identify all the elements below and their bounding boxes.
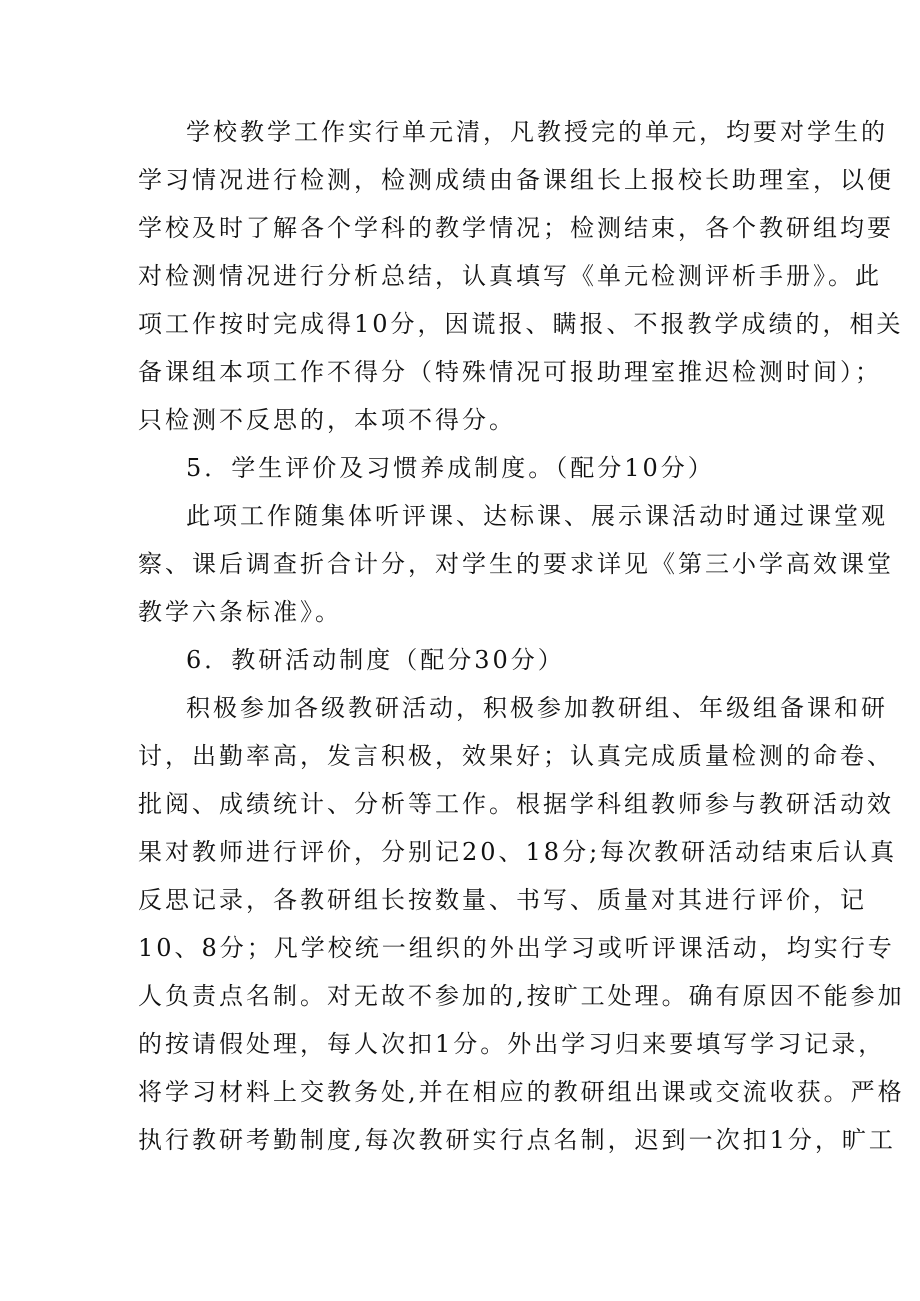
text-line: 教学六条标准》。 (138, 598, 342, 626)
text-line: 项工作按时完成得10分，因谎报、瞒报、不报教学成绩的，相关 (138, 310, 904, 338)
heading-line: 5．学生评价及习惯养成制度。（配分10分） (186, 454, 715, 482)
text-line: 人负责点名制。对无故不参加的,按旷工处理。确有原因不能参加 (138, 982, 905, 1010)
heading-line: 6．教研活动制度（配分30分） (186, 646, 565, 674)
text-line: 执行教研考勤制度,每次教研实行点名制，迟到一次扣1分，旷工 (138, 1126, 896, 1154)
text-line: 将学习材料上交教务处,并在相应的教研组出课或交流收获。严格 (138, 1078, 905, 1106)
text-line: 察、课后调查折合计分，对学生的要求详见《第三小学高效课堂 (138, 550, 894, 578)
text-line: 学校及时了解各个学科的教学情况；检测结束，各个教研组均要 (138, 214, 894, 242)
text-line: 学校教学工作实行单元清，凡教授完的单元，均要对学生的 (186, 118, 888, 146)
text-line: 只检测不反思的，本项不得分。 (138, 406, 516, 434)
document-body (138, 108, 905, 1164)
text-line: 对检测情况进行分析总结，认真填写《单元检测评析手册》。此 (138, 262, 882, 290)
paragraph-student-eval (138, 492, 894, 636)
text-line: 果对教师进行评价，分别记20、18分;每次教研活动结束后认真 (138, 838, 898, 866)
paragraph-unit-check (138, 108, 904, 444)
section-heading-6 (138, 636, 794, 684)
text-line: 10、8分；凡学校统一组织的外出学习或听评课活动，均实行专 (138, 934, 895, 962)
text-line: 此项工作随集体听评课、达标课、展示课活动时通过课堂观 (186, 502, 888, 530)
section-heading-5 (138, 444, 794, 492)
text-line: 备课组本项工作不得分（特殊情况可报助理室推迟检测时间）； (138, 358, 882, 386)
text-line: 学习情况进行检测，检测成绩由备课组长上报校长助理室，以便 (138, 166, 894, 194)
text-line: 讨，出勤率高，发言积极，效果好；认真完成质量检测的命卷、 (138, 742, 894, 770)
text-line: 积极参加各级教研活动，积极参加教研组、年级组备课和研 (186, 694, 888, 722)
text-line: 的按请假处理，每人次扣1分。外出学习归来要填写学习记录， (138, 1030, 886, 1058)
text-line: 批阅、成绩统计、分析等工作。根据学科组教师参与教研活动效 (138, 790, 894, 818)
paragraph-research-activity (138, 684, 905, 1164)
text-line: 反思记录，各教研组长按数量、书写、质量对其进行评价，记 (138, 886, 867, 914)
